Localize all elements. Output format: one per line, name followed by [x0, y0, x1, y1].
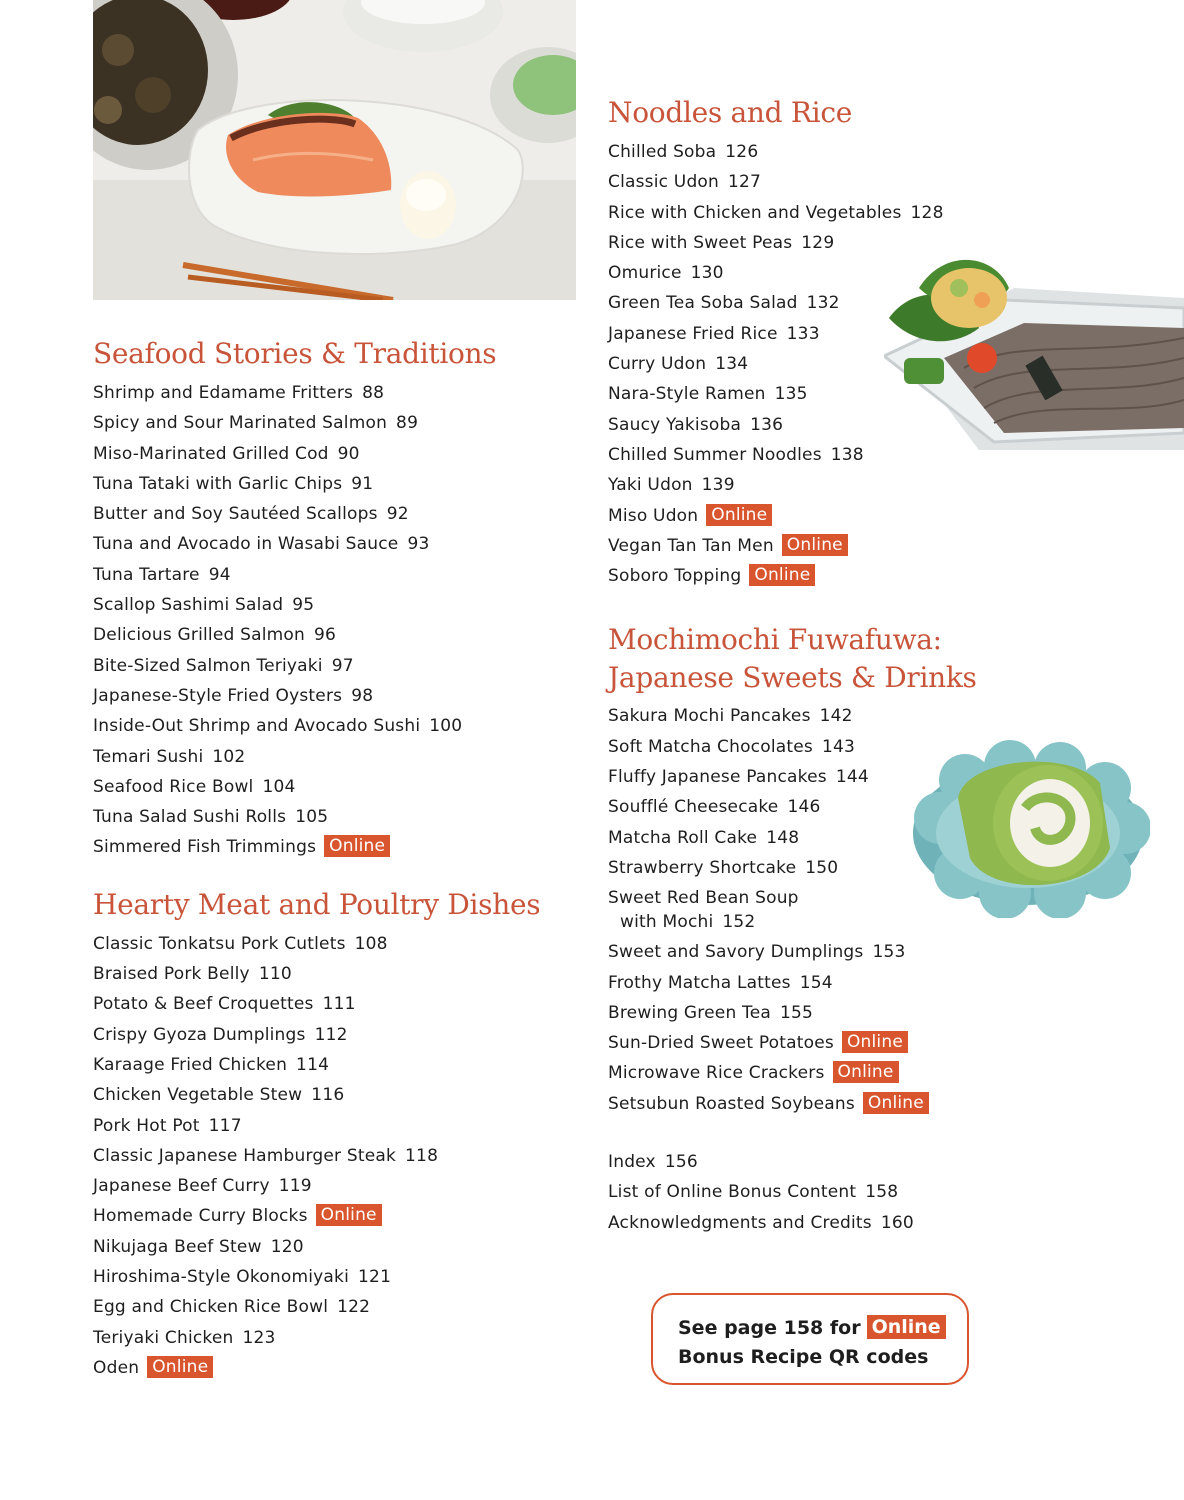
recipe-name: Scallop Sashimi Salad	[93, 595, 284, 616]
list-item[interactable]	[608, 968, 1168, 998]
list-item[interactable]	[608, 258, 1168, 288]
list-item[interactable]	[608, 998, 1168, 1028]
recipe-name: Braised Pork Belly	[93, 964, 250, 985]
recipe-name-continued	[608, 910, 1168, 934]
meat-heading: Hearty Meat and Poultry Dishes	[93, 887, 541, 921]
page-number: 97	[331, 655, 354, 676]
page-number: 91	[351, 473, 374, 494]
list-item[interactable]	[608, 792, 1168, 822]
list-item[interactable]	[93, 1262, 583, 1292]
recipe-name: Classic Japanese Hamburger Steak	[93, 1145, 397, 1166]
recipe-name: Chilled Summer Noodles	[608, 444, 822, 465]
list-item[interactable]	[608, 886, 1168, 934]
list-item[interactable]	[93, 499, 583, 529]
back-matter-section	[608, 1147, 1168, 1238]
page-number: 111	[322, 994, 356, 1015]
entry-name: Acknowledgments and Credits	[608, 1212, 872, 1233]
page-number: 126	[725, 142, 759, 162]
list-item[interactable]	[608, 1028, 1168, 1058]
page-number: 154	[799, 972, 833, 993]
recipe-name: Sakura Mochi Pancakes	[608, 706, 811, 727]
back-matter-list	[608, 1147, 1168, 1238]
list-item[interactable]	[93, 1050, 583, 1080]
page-number: 127	[728, 172, 762, 193]
page-number: 105	[295, 807, 329, 828]
recipe-name: Crispy Gyoza Dumplings	[93, 1024, 306, 1045]
list-item[interactable]	[608, 823, 1168, 853]
recipe-name: Spicy and Sour Marinated Salmon	[93, 413, 388, 434]
page-number: 112	[314, 1024, 348, 1045]
recipe-name: Butter and Soy Sautéed Scallops	[93, 504, 378, 525]
recipe-name: Soft Matcha Chocolates	[608, 736, 813, 757]
meat-recipe-list	[93, 929, 583, 1383]
page-number: 146	[787, 797, 821, 818]
page-number: 98	[351, 685, 374, 706]
page-number: 132	[806, 293, 840, 314]
recipe-name: Rice with Chicken and Vegetables	[608, 202, 902, 223]
page-number: 152	[722, 912, 756, 933]
recipe-name: Oden	[93, 1357, 140, 1378]
page-number: 134	[715, 354, 749, 375]
list-item[interactable]	[93, 1201, 583, 1231]
page-number: 94	[208, 564, 231, 585]
page-number: 142	[819, 706, 853, 727]
recipe-name: Egg and Chicken Rice Bowl	[93, 1297, 329, 1318]
list-item[interactable]	[93, 378, 583, 408]
list-item[interactable]	[93, 620, 583, 650]
recipe-name: Japanese Beef Curry	[93, 1176, 270, 1197]
recipe-name: Japanese Fried Rice	[608, 323, 778, 344]
sweets-heading	[608, 621, 1168, 697]
page-number: 95	[292, 595, 315, 616]
list-item[interactable]	[93, 802, 583, 832]
list-item[interactable]	[93, 651, 583, 681]
list-item[interactable]	[93, 469, 583, 499]
meat-section	[93, 885, 583, 1383]
recipe-name: Brewing Green Tea	[608, 1002, 771, 1023]
recipe-name: Nikujaga Beef Stew	[93, 1236, 262, 1257]
list-item[interactable]	[608, 379, 1168, 409]
list-item[interactable]	[608, 440, 1168, 470]
recipe-name: Miso Udon	[608, 505, 699, 526]
page-number: 93	[407, 534, 430, 555]
list-item[interactable]	[608, 198, 1168, 228]
list-item[interactable]	[93, 681, 583, 711]
list-item[interactable]	[93, 772, 583, 802]
recipe-name: Classic Tonkatsu Pork Cutlets	[93, 933, 346, 954]
sweets-recipe-list	[608, 701, 1168, 1119]
sweets-heading-line2: Japanese Sweets & Drinks	[608, 661, 977, 695]
recipe-name: Sun-Dried Sweet Potatoes	[608, 1033, 834, 1054]
page-number: 118	[405, 1145, 439, 1166]
page-number: 119	[278, 1176, 312, 1197]
page-number: 144	[835, 767, 869, 788]
list-item[interactable]	[608, 137, 1168, 167]
recipe-name: Potato & Beef Croquettes	[93, 994, 314, 1015]
page-number: 122	[337, 1297, 371, 1318]
noodles-heading: Noodles and Rice	[608, 96, 852, 129]
page-number: 136	[750, 414, 784, 435]
sweets-heading-line1: Mochimochi Fuwafuwa:	[608, 623, 942, 657]
left-column	[93, 334, 583, 1383]
recipe-name: Tuna and Avocado in Wasabi Sauce	[93, 534, 399, 555]
recipe-name: Shrimp and Edamame Fritters	[93, 383, 354, 403]
callout-line1	[678, 1314, 967, 1343]
online-badge[interactable]: Online	[749, 564, 815, 586]
recipe-name-cont-text: with Mochi	[620, 912, 714, 933]
seafood-section	[93, 334, 583, 863]
page-number: 114	[296, 1054, 330, 1075]
recipe-name: Sweet Red Bean Soup	[608, 888, 799, 909]
noodles-recipe-list	[608, 137, 1168, 591]
online-badge[interactable]: Online	[147, 1356, 213, 1378]
recipe-name: Soufflé Cheesecake	[608, 797, 779, 818]
recipe-name: Microwave Rice Crackers	[608, 1063, 825, 1084]
page-number: 160	[880, 1212, 914, 1233]
list-item[interactable]	[608, 501, 1168, 531]
page-number: 130	[690, 263, 724, 284]
list-item[interactable]	[93, 408, 583, 438]
page-number: 155	[780, 1002, 814, 1023]
recipe-name: Hiroshima-Style Okonomiyaki	[93, 1267, 350, 1288]
list-item[interactable]	[93, 959, 583, 989]
online-badge[interactable]: Online	[782, 534, 848, 556]
online-badge[interactable]: Online	[842, 1031, 908, 1053]
recipe-name: Seafood Rice Bowl	[93, 776, 254, 797]
page-number: 135	[774, 384, 808, 405]
page-number: 150	[805, 857, 839, 878]
seafood-heading: Seafood Stories & Traditions	[93, 337, 497, 370]
page-number: 158	[865, 1182, 899, 1203]
recipe-name: Inside-Out Shrimp and Avocado Sushi	[93, 716, 421, 737]
recipe-name: Setsubun Roasted Soybeans	[608, 1093, 855, 1114]
grilled-salmon-meal-photo	[93, 0, 576, 300]
list-item[interactable]	[93, 929, 583, 959]
list-item[interactable]	[93, 1323, 583, 1353]
callout-text: See page 158 for	[678, 1317, 861, 1339]
list-item[interactable]	[93, 1080, 583, 1110]
list-item[interactable]	[608, 228, 1168, 258]
list-item[interactable]	[608, 288, 1168, 318]
recipe-name: Miso-Marinated Grilled Cod	[93, 443, 329, 464]
list-item[interactable]	[608, 561, 1168, 591]
online-badge: Online	[867, 1315, 946, 1339]
recipe-name: Pork Hot Pot	[93, 1115, 200, 1136]
page-number: 128	[910, 202, 944, 223]
list-item[interactable]	[93, 1020, 583, 1050]
recipe-name: Matcha Roll Cake	[608, 827, 758, 848]
recipe-name: Omurice	[608, 263, 682, 284]
list-item[interactable]	[608, 1089, 1168, 1119]
recipe-name: Tuna Tataki with Garlic Chips	[93, 473, 343, 494]
list-item[interactable]	[608, 762, 1168, 792]
online-badge[interactable]: Online	[706, 504, 772, 526]
list-item[interactable]	[608, 349, 1168, 379]
page-number: 129	[801, 232, 835, 253]
page-number: 153	[872, 942, 906, 963]
recipe-name: Karaage Fried Chicken	[93, 1054, 288, 1075]
entry-name: List of Online Bonus Content	[608, 1182, 857, 1203]
page-number: 96	[313, 625, 337, 646]
recipe-name: Bite-Sized Salmon Teriyaki	[93, 655, 323, 676]
page-number: 100	[429, 716, 463, 737]
list-item[interactable]	[608, 1058, 1168, 1088]
online-badge[interactable]: Online	[863, 1092, 929, 1114]
online-bonus-callout[interactable]	[651, 1293, 969, 1385]
list-item[interactable]	[93, 711, 583, 741]
sweets-section	[608, 621, 1168, 1119]
page-number: 90	[337, 443, 360, 464]
page-number: 143	[821, 736, 856, 757]
page-number: 123	[242, 1327, 276, 1348]
recipe-name: Tuna Salad Sushi Rolls	[93, 807, 287, 828]
recipe-name: Chicken Vegetable Stew	[93, 1085, 303, 1106]
list-item[interactable]	[608, 1147, 1168, 1177]
list-item[interactable]	[608, 167, 1168, 197]
list-item[interactable]	[93, 439, 583, 469]
page-number: 108	[354, 933, 388, 954]
page-number: 133	[786, 323, 820, 344]
page-number: 138	[830, 444, 864, 465]
list-item[interactable]	[93, 529, 583, 559]
recipe-name: Chilled Soba	[608, 142, 717, 162]
page-number: 117	[208, 1115, 242, 1136]
list-item[interactable]	[608, 1177, 1168, 1207]
recipe-name: Fluffy Japanese Pancakes	[608, 767, 827, 788]
list-item[interactable]	[608, 732, 1168, 762]
noodles-section	[608, 93, 1168, 591]
list-item[interactable]	[93, 989, 583, 1019]
list-item[interactable]	[93, 1111, 583, 1141]
list-item[interactable]	[608, 701, 1168, 731]
page-number: 92	[386, 504, 409, 525]
callout-line2: Bonus Recipe QR codes	[678, 1346, 929, 1368]
list-item[interactable]	[608, 470, 1168, 500]
list-item[interactable]	[93, 1171, 583, 1201]
page-number: 89	[396, 413, 419, 434]
list-item[interactable]	[93, 1292, 583, 1322]
recipe-name: Teriyaki Chicken	[93, 1327, 234, 1348]
recipe-name: Rice with Sweet Peas	[608, 232, 793, 253]
page-number: 139	[701, 475, 735, 496]
list-item[interactable]	[608, 937, 1168, 967]
entry-name: Index	[608, 1152, 656, 1173]
online-badge[interactable]: Online	[324, 835, 390, 857]
recipe-name: Delicious Grilled Salmon	[93, 625, 305, 646]
recipe-name: Curry Udon	[608, 354, 707, 375]
recipe-name: Frothy Matcha Lattes	[608, 972, 791, 993]
page-number: 156	[664, 1152, 698, 1173]
recipe-name: Classic Udon	[608, 172, 720, 193]
recipe-name: Simmered Fish Trimmings	[93, 837, 317, 858]
list-item[interactable]	[93, 742, 583, 772]
list-item[interactable]	[93, 590, 583, 620]
list-item[interactable]	[93, 1232, 583, 1262]
list-item[interactable]	[608, 319, 1168, 349]
recipe-name: Saucy Yakisoba	[608, 414, 742, 435]
list-item[interactable]	[93, 1141, 583, 1171]
seafood-recipe-list	[93, 378, 583, 863]
right-column	[608, 93, 1168, 1238]
page-number: 102	[212, 746, 246, 767]
page-number: 104	[262, 776, 296, 797]
page-number: 110	[258, 964, 292, 985]
page-number: 121	[358, 1267, 392, 1288]
recipe-name: Temari Sushi	[93, 746, 204, 767]
recipe-name: Sweet and Savory Dumplings	[608, 942, 864, 963]
page-number: 148	[766, 827, 800, 848]
page-number: 120	[270, 1236, 304, 1257]
online-badge[interactable]: Online	[833, 1061, 899, 1083]
list-item[interactable]	[93, 1353, 583, 1383]
recipe-name: Tuna Tartare	[93, 564, 200, 585]
recipe-name: Yaki Udon	[608, 475, 693, 496]
recipe-name: Green Tea Soba Salad	[608, 293, 798, 314]
recipe-name: Japanese-Style Fried Oysters	[93, 685, 343, 706]
list-item[interactable]	[93, 832, 583, 862]
list-item[interactable]	[608, 853, 1168, 883]
recipe-name: Vegan Tan Tan Men	[608, 535, 774, 556]
recipe-name: Soboro Topping	[608, 566, 742, 587]
recipe-name: Strawberry Shortcake	[608, 857, 797, 878]
list-item[interactable]	[608, 1208, 1168, 1238]
list-item[interactable]	[93, 560, 583, 590]
recipe-name: Homemade Curry Blocks	[93, 1206, 308, 1227]
recipe-name: Nara-Style Ramen	[608, 384, 766, 405]
list-item[interactable]	[608, 410, 1168, 440]
online-badge[interactable]: Online	[316, 1204, 382, 1226]
page-number: 116	[311, 1085, 345, 1106]
list-item[interactable]	[608, 531, 1168, 561]
page-number: 88	[362, 383, 385, 403]
